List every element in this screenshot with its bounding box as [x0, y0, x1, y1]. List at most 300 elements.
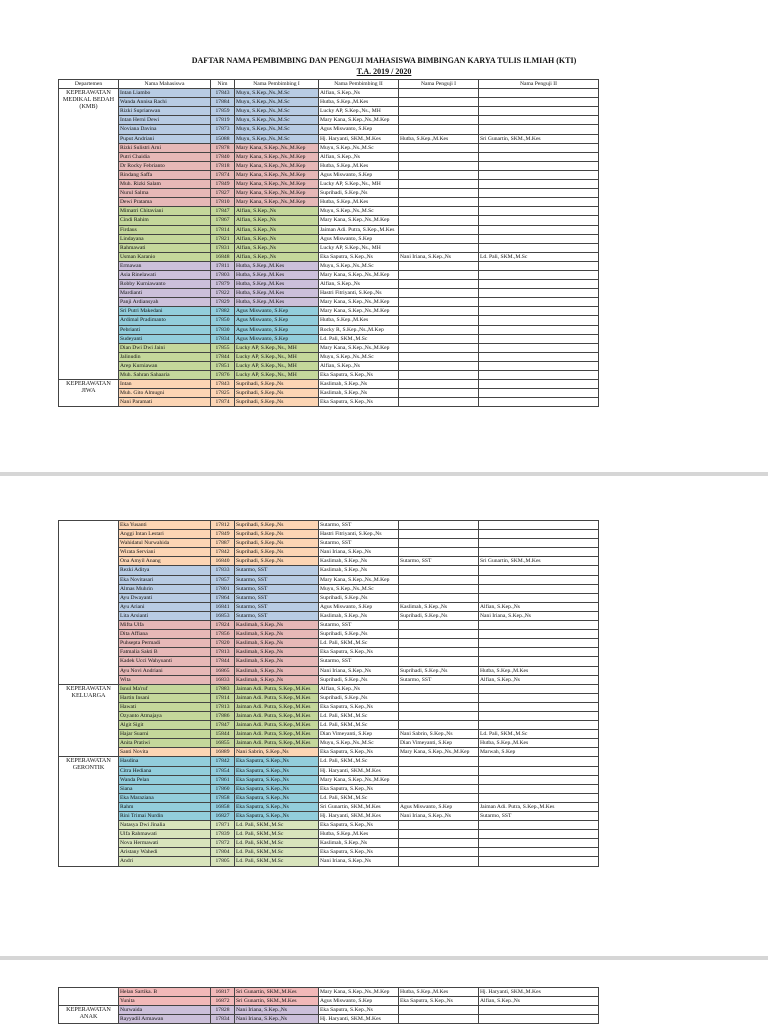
nim-cell: 17878	[211, 143, 235, 152]
nim-cell: 17804	[211, 848, 235, 857]
penguji-1-cell	[399, 584, 479, 593]
pembimbing-2-cell: Alfian, S.Kep.,Ns	[319, 280, 399, 289]
pembimbing-1-cell: Mary Kana, S.Kep.,Ns.,M.Kep	[235, 180, 319, 189]
penguji-2-cell	[479, 711, 599, 720]
table-row	[59, 821, 599, 830]
pembimbing-1-cell: Mary Kana, S.Kep.,Ns.,M.Kep	[235, 143, 319, 152]
pembimbing-1-cell: Suprihadi, S.Kep.,Ns	[235, 398, 319, 407]
student-name-cell: Rahmawati	[119, 243, 211, 252]
pembimbing-2-cell: Suprihadi, S.Kep.,Ns	[319, 593, 399, 602]
student-name-cell: Fatmalia Sakti B	[119, 648, 211, 657]
nim-cell: 16872	[211, 997, 235, 1006]
pembimbing-2-cell: Mary Kana, S.Kep.,Ns.,M.Kep	[319, 575, 399, 584]
student-name-cell: Wanda Pelan	[119, 775, 211, 784]
student-name-cell: Noviana Davina	[119, 125, 211, 134]
penguji-2-cell	[479, 621, 599, 630]
penguji-1-cell	[399, 684, 479, 693]
table-row	[59, 611, 599, 620]
pembimbing-2-cell: Kaslimah, S.Kep.,Ns	[319, 380, 399, 389]
pembimbing-1-cell: Kaslimah, S.Kep.,Ns	[235, 639, 319, 648]
penguji-1-cell	[399, 143, 479, 152]
penguji-1-cell: Suprihadi, S.Kep.,Ns	[399, 666, 479, 675]
penguji-1-cell	[399, 307, 479, 316]
penguji-2-cell	[479, 343, 599, 352]
nim-cell: 17820	[211, 639, 235, 648]
pembimbing-2-cell: Mary Kana, S.Kep.,Ns.,M.Kep	[319, 298, 399, 307]
pembimbing-1-cell: Eka Saputra, S.Kep.,Ns	[235, 775, 319, 784]
nim-cell: 17847	[211, 207, 235, 216]
penguji-2-cell	[479, 575, 599, 584]
penguji-1-cell	[399, 125, 479, 134]
nim-cell: 15844	[211, 730, 235, 739]
pembimbing-1-cell: Mary Kana, S.Kep.,Ns.,M.Kep	[235, 161, 319, 170]
penguji-1-cell	[399, 289, 479, 298]
penguji-1-cell	[399, 107, 479, 116]
penguji-1-cell	[399, 784, 479, 793]
student-name-cell: Intan Liambo	[119, 89, 211, 98]
header-nim: Nim	[211, 80, 235, 89]
table-row	[59, 757, 599, 766]
table-row	[59, 775, 599, 784]
student-name-cell: Firdaus	[119, 225, 211, 234]
pembimbing-1-cell: Ld. Pali, SKM.,M.Sc	[235, 830, 319, 839]
nim-cell: 17831	[211, 243, 235, 252]
table-row	[59, 98, 599, 107]
table-row	[59, 280, 599, 289]
pembimbing-1-cell: Muyu, S.Kep.,Ns.,M.Sc	[235, 89, 319, 98]
table-row	[59, 802, 599, 811]
table-row	[59, 252, 599, 261]
pembimbing-1-cell: Eka Saputra, S.Kep.,Ns	[235, 766, 319, 775]
table-row	[59, 116, 599, 125]
table-row	[59, 711, 599, 720]
department-cell	[59, 988, 119, 1006]
nim-cell: 17803	[211, 270, 235, 279]
pembimbing-1-cell: Jaiman Adi. Putra, S.Kep.,M.Kes	[235, 711, 319, 720]
pembimbing-1-cell: Alfian, S.Kep.,Ns	[235, 207, 319, 216]
pembimbing-1-cell: Eka Saputra, S.Kep.,Ns	[235, 802, 319, 811]
penguji-2-cell	[479, 584, 599, 593]
penguji-1-cell: Hutba, S.Kep.,M.Kes	[399, 134, 479, 143]
penguji-1-cell	[399, 180, 479, 189]
penguji-2-cell: Alfian, S.Kep.,Ns	[479, 602, 599, 611]
student-name-cell: Rini Trimai Nurdin	[119, 812, 211, 821]
pembimbing-1-cell: Alfian, S.Kep.,Ns	[235, 225, 319, 234]
student-name-cell: Dian Dwi Dwi Jaini	[119, 343, 211, 352]
student-name-cell: Andri	[119, 857, 211, 866]
pembimbing-1-cell: Suprihadi, S.Kep.,Ns	[235, 521, 319, 530]
nim-cell: 17883	[211, 684, 235, 693]
nim-cell: 17850	[211, 316, 235, 325]
penguji-1-cell	[399, 361, 479, 370]
nim-cell: 17872	[211, 839, 235, 848]
table-row	[59, 857, 599, 866]
student-name-cell: Citra Hediana	[119, 766, 211, 775]
pembimbing-2-cell: Hastri Fitriyanti, S.Kep.,Ns	[319, 289, 399, 298]
penguji-1-cell	[399, 198, 479, 207]
pembimbing-2-cell: Dian Vimeyanti, S.Kep	[319, 730, 399, 739]
pembimbing-2-cell: Muyu, S.Kep.,Ns.,M.Sc	[319, 584, 399, 593]
pembimbing-2-cell: Mary Kana, S.Kep.,Ns.,M.Kep	[319, 270, 399, 279]
pembimbing-2-cell: Agus Miswanto, S.Kep	[319, 602, 399, 611]
student-name-cell: Kadek Ucci Wahyuanti	[119, 657, 211, 666]
pembimbing-1-cell: Sutarmo, SST	[235, 584, 319, 593]
pembimbing-2-cell: Hutba, S.Kep.,M.Kes	[319, 98, 399, 107]
nim-cell: 17882	[211, 307, 235, 316]
penguji-1-cell	[399, 1006, 479, 1015]
penguji-2-cell	[479, 766, 599, 775]
penguji-2-cell	[479, 234, 599, 243]
department-cell	[59, 521, 119, 685]
nim-cell: 17860	[211, 784, 235, 793]
nim-cell: 17855	[211, 343, 235, 352]
penguji-2-cell	[479, 1006, 599, 1015]
penguji-2-cell	[479, 316, 599, 325]
table-row	[59, 739, 599, 748]
pembimbing-2-cell: Hutba, S.Kep.,M.Kes	[319, 198, 399, 207]
student-name-cell: Eka Novitasari	[119, 575, 211, 584]
pembimbing-2-cell: Suprihadi, S.Kep.,Ns	[319, 630, 399, 639]
penguji-2-cell	[479, 334, 599, 343]
penguji-1-cell	[399, 225, 479, 234]
pembimbing-1-cell: Sri Gunartin, SKM.,M.Kes	[235, 988, 319, 997]
table-row	[59, 766, 599, 775]
penguji-1-cell	[399, 593, 479, 602]
penguji-1-cell	[399, 630, 479, 639]
table-row	[59, 839, 599, 848]
nim-cell: 16853	[211, 611, 235, 620]
nim-cell: 17843	[211, 380, 235, 389]
pembimbing-2-cell: Hutba, S.Kep.,M.Kes	[319, 830, 399, 839]
student-name-cell: Rizki Sulistri Arni	[119, 143, 211, 152]
pembimbing-2-cell: Lucky AP, S.Kep.,Ns., MH	[319, 180, 399, 189]
penguji-1-cell	[399, 1015, 479, 1024]
nim-cell: 17874	[211, 170, 235, 179]
pembimbing-1-cell: Ld. Pali, SKM.,M.Sc	[235, 839, 319, 848]
penguji-2-cell: Sri Gunartin, SKM.,M.Kes	[479, 557, 599, 566]
table-row	[59, 380, 599, 389]
penguji-1-cell: Nani Iriana, S.Kep.,Ns	[399, 812, 479, 821]
table-row	[59, 398, 599, 407]
nim-cell: 16855	[211, 739, 235, 748]
pembimbing-1-cell: Sutarmo, SST	[235, 575, 319, 584]
penguji-2-cell	[479, 702, 599, 711]
penguji-2-cell	[479, 684, 599, 693]
nim-cell: 17821	[211, 234, 235, 243]
nim-cell: 17887	[211, 539, 235, 548]
student-name-cell: Rahm	[119, 802, 211, 811]
student-name-cell: Puput Andriani	[119, 134, 211, 143]
penguji-2-cell	[479, 630, 599, 639]
pembimbing-2-cell: Eka Saputra, S.Kep.,Ns	[319, 821, 399, 830]
pembimbing-1-cell: Hutba, S.Kep.,M.Kes	[235, 298, 319, 307]
penguji-2-cell	[479, 270, 599, 279]
pembimbing-1-cell: Suprihadi, S.Kep.,Ns	[235, 530, 319, 539]
nim-cell: 17857	[211, 575, 235, 584]
student-name-cell: Lindayana	[119, 234, 211, 243]
nim-cell: 17814	[211, 225, 235, 234]
table-row	[59, 1015, 599, 1024]
nim-cell: 17876	[211, 371, 235, 380]
pembimbing-2-cell: Suprihadi, S.Kep.,Ns	[319, 189, 399, 198]
pembimbing-1-cell: Suprihadi, S.Kep.,Ns	[235, 548, 319, 557]
student-name-cell: Puhsepta Permadi	[119, 639, 211, 648]
penguji-2-cell	[479, 657, 599, 666]
student-name-cell: Dewi Pratama	[119, 198, 211, 207]
table-row	[59, 298, 599, 307]
header-penguji-1: Nama Penguji I	[399, 80, 479, 89]
pembimbing-1-cell: Sutarmo, SST	[235, 593, 319, 602]
nim-cell: 17864	[211, 593, 235, 602]
penguji-1-cell	[399, 539, 479, 548]
penguji-1-cell	[399, 216, 479, 225]
penguji-2-cell: Sutarmo, SST	[479, 812, 599, 821]
penguji-1-cell	[399, 693, 479, 702]
penguji-1-cell	[399, 161, 479, 170]
nim-cell: 17822	[211, 289, 235, 298]
student-name-cell: Muh. Rizki Salam	[119, 180, 211, 189]
nim-cell: 17819	[211, 116, 235, 125]
nim-cell: 17867	[211, 216, 235, 225]
table-row	[59, 721, 599, 730]
nim-cell: 17810	[211, 198, 235, 207]
table-row	[59, 988, 599, 997]
table-row	[59, 675, 599, 684]
pembimbing-1-cell: Kaslimah, S.Kep.,Ns	[235, 630, 319, 639]
penguji-2-cell	[479, 143, 599, 152]
nim-cell: 17839	[211, 830, 235, 839]
nim-cell: 17818	[211, 161, 235, 170]
student-name-cell: Dr Rocky Febrianto	[119, 161, 211, 170]
pembimbing-1-cell: Alfian, S.Kep.,Ns	[235, 216, 319, 225]
table-row	[59, 334, 599, 343]
penguji-1-cell	[399, 721, 479, 730]
student-name-cell: Santi Novita	[119, 748, 211, 757]
table-header-row	[59, 80, 599, 89]
nim-cell: 17847	[211, 721, 235, 730]
penguji-2-cell	[479, 1015, 599, 1024]
student-name-cell: Sri Putri Makedani	[119, 307, 211, 316]
table-row	[59, 307, 599, 316]
pembimbing-2-cell: Eka Saputra, S.Kep.,Ns	[319, 784, 399, 793]
table-row	[59, 630, 599, 639]
penguji-1-cell: Kaslimah, S.Kep.,Ns	[399, 602, 479, 611]
pembimbing-1-cell: Sutarmo, SST	[235, 602, 319, 611]
penguji-1-cell	[399, 775, 479, 784]
student-name-cell: Eka Yusanti	[119, 521, 211, 530]
penguji-2-cell	[479, 189, 599, 198]
nim-cell: 16817	[211, 988, 235, 997]
penguji-2-cell	[479, 198, 599, 207]
kti-table-page-2	[58, 520, 599, 867]
pembimbing-2-cell: Alfian, S.Kep.,Ns	[319, 152, 399, 161]
pembimbing-1-cell: Agus Miswanto, S.Kep	[235, 325, 319, 334]
nim-cell: 17879	[211, 280, 235, 289]
header-pembimbing-2: Nama Pembimbing II	[319, 80, 399, 89]
table-row	[59, 648, 599, 657]
nim-cell: 17874	[211, 398, 235, 407]
pembimbing-1-cell: Eka Saputra, S.Kep.,Ns	[235, 793, 319, 802]
pembimbing-2-cell: Jaiman Adi. Putra, S.Kep.,M.Kes	[319, 225, 399, 234]
pembimbing-1-cell: Jaiman Adi. Putra, S.Kep.,M.Kes	[235, 739, 319, 748]
penguji-1-cell	[399, 657, 479, 666]
penguji-1-cell	[399, 89, 479, 98]
table-row	[59, 997, 599, 1006]
nim-cell: 15088	[211, 134, 235, 143]
pembimbing-1-cell: Nani Iriana, S.Kep.,Ns	[235, 1015, 319, 1024]
table-row	[59, 684, 599, 693]
pembimbing-2-cell: Mary Kana, S.Kep.,Ns.,M.Kep	[319, 343, 399, 352]
nim-cell: 17858	[211, 793, 235, 802]
table-row	[59, 389, 599, 398]
pembimbing-1-cell: Eka Saputra, S.Kep.,Ns	[235, 812, 319, 821]
penguji-1-cell: Eka Saputra, S.Kep.,Ns	[399, 997, 479, 1006]
penguji-2-cell: Hj. Haryanti, SKM.,M.Kes	[479, 988, 599, 997]
nim-cell: 17829	[211, 298, 235, 307]
nim-cell: 17805	[211, 857, 235, 866]
nim-cell: 17886	[211, 711, 235, 720]
student-name-cell: Helan Sartika. B	[119, 988, 211, 997]
penguji-2-cell	[479, 116, 599, 125]
nim-cell: 16841	[211, 602, 235, 611]
pembimbing-1-cell: Agus Miswanto, S.Kep	[235, 316, 319, 325]
penguji-2-cell	[479, 361, 599, 370]
pembimbing-1-cell: Kaslimah, S.Kep.,Ns	[235, 621, 319, 630]
penguji-2-cell	[479, 821, 599, 830]
table-row	[59, 107, 599, 116]
table-row	[59, 371, 599, 380]
pembimbing-2-cell: Eka Saputra, S.Kep.,Ns	[319, 252, 399, 261]
nim-cell: 17824	[211, 621, 235, 630]
department-cell: KEPERAWATAN KELUARGA	[59, 684, 119, 757]
penguji-2-cell	[479, 280, 599, 289]
student-name-cell: Nurwaida	[119, 1006, 211, 1015]
nim-cell: 17825	[211, 389, 235, 398]
pembimbing-2-cell: Mary Kana, S.Kep.,Ns.,M.Kep	[319, 216, 399, 225]
table-row	[59, 521, 599, 530]
nim-cell: 17834	[211, 1015, 235, 1024]
pembimbing-1-cell: Jaiman Adi. Putra, S.Kep.,M.Kes	[235, 684, 319, 693]
student-name-cell: Pebrianti	[119, 325, 211, 334]
table-row	[59, 270, 599, 279]
table-row	[59, 198, 599, 207]
penguji-1-cell	[399, 325, 479, 334]
penguji-1-cell	[399, 621, 479, 630]
pembimbing-2-cell: Suprihadi, S.Kep.,Ns	[319, 675, 399, 684]
nim-cell: 17843	[211, 89, 235, 98]
pembimbing-1-cell: Ld. Pali, SKM.,M.Sc	[235, 821, 319, 830]
pembimbing-1-cell: Kaslimah, S.Kep.,Ns	[235, 675, 319, 684]
student-name-cell: Algit Sigit	[119, 721, 211, 730]
penguji-2-cell	[479, 243, 599, 252]
pembimbing-1-cell: Agus Miswanto, S.Kep	[235, 334, 319, 343]
pembimbing-2-cell: Kaslimah, S.Kep.,Ns	[319, 611, 399, 620]
penguji-1-cell: Sutarmo, SST	[399, 675, 479, 684]
pembimbing-1-cell: Alfian, S.Kep.,Ns	[235, 234, 319, 243]
penguji-2-cell	[479, 170, 599, 179]
nim-cell: 17842	[211, 757, 235, 766]
pembimbing-2-cell: Lucky AP, S.Kep.,Ns., MH	[319, 243, 399, 252]
table-row	[59, 657, 599, 666]
table-row	[59, 575, 599, 584]
pembimbing-1-cell: Hutba, S.Kep.,M.Kes	[235, 280, 319, 289]
nim-cell: 16833	[211, 675, 235, 684]
pembimbing-2-cell: Nani Iriana, S.Kep.,Ns	[319, 666, 399, 675]
nim-cell: 17871	[211, 821, 235, 830]
pembimbing-2-cell: Agus Miswanto, S.Kep	[319, 234, 399, 243]
pembimbing-1-cell: Hutba, S.Kep.,M.Kes	[235, 270, 319, 279]
student-name-cell: Natasya Dwi Jinalia	[119, 821, 211, 830]
penguji-2-cell: Sri Gunartin, SKM.,M.Kes	[479, 134, 599, 143]
nim-cell: 17834	[211, 334, 235, 343]
pembimbing-2-cell: Ld. Pali, SKM.,M.Sc	[319, 639, 399, 648]
nim-cell: 17827	[211, 189, 235, 198]
student-name-cell: Hasdina	[119, 757, 211, 766]
pembimbing-1-cell: Jaiman Adi. Putra, S.Kep.,M.Kes	[235, 693, 319, 702]
nim-cell: 17811	[211, 261, 235, 270]
penguji-2-cell	[479, 539, 599, 548]
department-cell: KEPERAWATAN ANAK	[59, 1006, 119, 1024]
table-row	[59, 602, 599, 611]
pembimbing-2-cell: Nani Iriana, S.Kep.,Ns	[319, 548, 399, 557]
table-row	[59, 89, 599, 98]
pembimbing-1-cell: Jaiman Adi. Putra, S.Kep.,M.Kes	[235, 730, 319, 739]
student-name-cell: Anggi Intan Lestari	[119, 530, 211, 539]
pembimbing-2-cell: Muyu, S.Kep.,Ns.,M.Sc	[319, 739, 399, 748]
pembimbing-1-cell: Mary Kana, S.Kep.,Ns.,M.Kep	[235, 170, 319, 179]
pembimbing-2-cell: Agus Miswanto, S.Kep	[319, 997, 399, 1006]
table-row	[59, 548, 599, 557]
penguji-2-cell	[479, 161, 599, 170]
pembimbing-2-cell: Eka Saputra, S.Kep.,Ns	[319, 702, 399, 711]
table-row	[59, 593, 599, 602]
nim-cell: 17844	[211, 352, 235, 361]
student-name-cell: Wita	[119, 675, 211, 684]
department-cell: KEPERAWATAN MEDIKAL BEDAH (KMB)	[59, 89, 119, 380]
table-row	[59, 361, 599, 370]
pembimbing-2-cell: Ld. Pali, SKM.,M.Sc	[319, 711, 399, 720]
table-row	[59, 234, 599, 243]
penguji-2-cell: Alfian, S.Kep.,Ns	[479, 997, 599, 1006]
pembimbing-1-cell: Eka Saputra, S.Kep.,Ns	[235, 784, 319, 793]
penguji-2-cell	[479, 857, 599, 866]
nim-cell: 16848	[211, 252, 235, 261]
pembimbing-2-cell: Mary Kana, S.Kep.,Ns.,M.Kep	[319, 775, 399, 784]
department-cell: KEPERAWATAN JIWA	[59, 380, 119, 407]
penguji-2-cell	[479, 830, 599, 839]
penguji-1-cell	[399, 334, 479, 343]
table-row	[59, 207, 599, 216]
nim-cell: 17828	[211, 1006, 235, 1015]
table-row	[59, 170, 599, 179]
table-row	[59, 848, 599, 857]
nim-cell: 17861	[211, 775, 235, 784]
nim-cell: 17842	[211, 548, 235, 557]
penguji-2-cell	[479, 639, 599, 648]
table-row	[59, 243, 599, 252]
penguji-1-cell	[399, 648, 479, 657]
penguji-1-cell	[399, 821, 479, 830]
penguji-2-cell	[479, 289, 599, 298]
pembimbing-2-cell: Nani Iriana, S.Kep.,Ns	[319, 857, 399, 866]
pembimbing-2-cell: Hj. Haryanti, SKM.,M.Kes	[319, 1015, 399, 1024]
penguji-2-cell: Nani Iriana, S.Kep.,Ns	[479, 611, 599, 620]
penguji-2-cell	[479, 225, 599, 234]
penguji-2-cell	[479, 784, 599, 793]
student-name-cell: Hajar Suarni	[119, 730, 211, 739]
student-name-cell: Ayu Ariani	[119, 602, 211, 611]
penguji-1-cell	[399, 170, 479, 179]
